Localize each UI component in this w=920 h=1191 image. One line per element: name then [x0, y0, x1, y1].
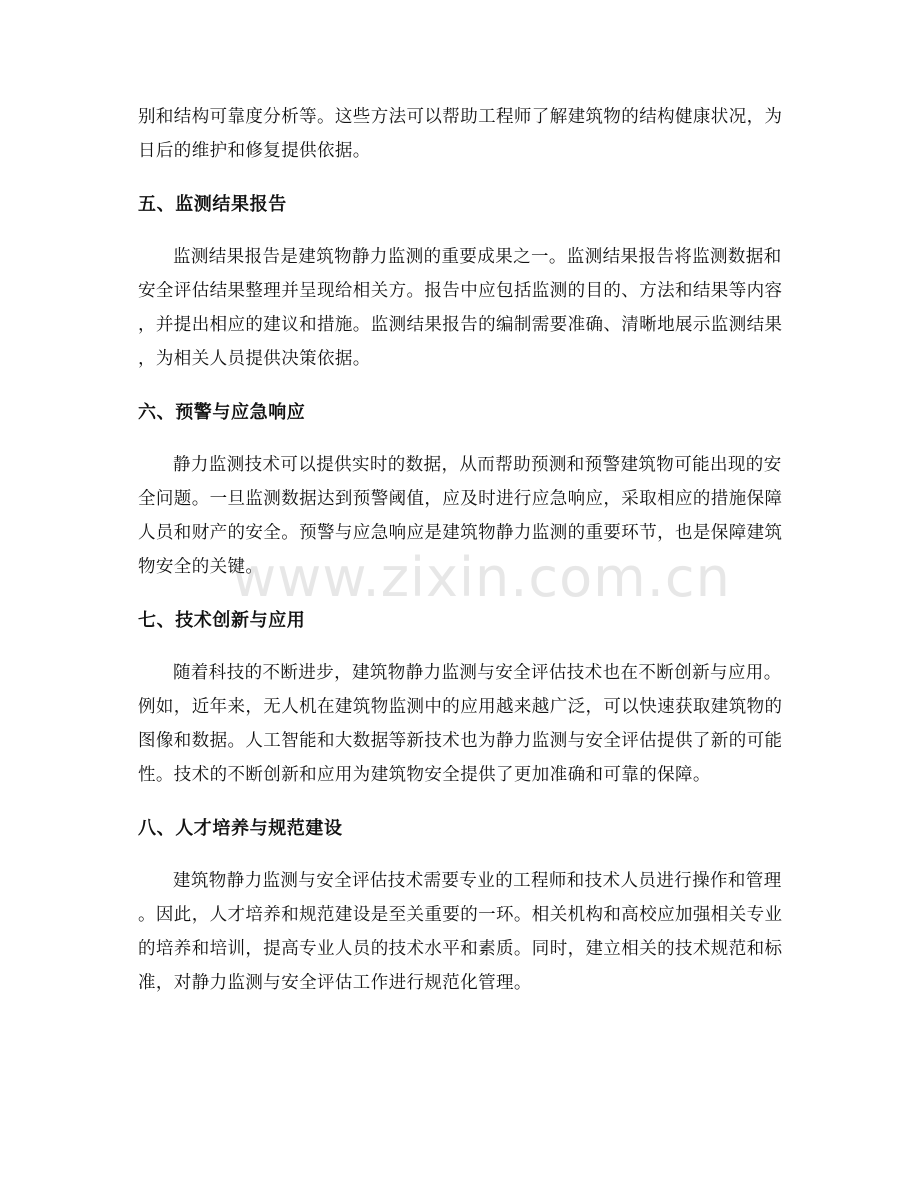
paragraph-line: ，为相关人员提供决策依据。 — [138, 349, 371, 369]
paragraph-line: 图像和数据。人工智能和大数据等新技术也为静力监测与安全评估提供了新的可能 — [138, 731, 783, 751]
paragraph-line: 性。技术的不断创新和应用为建筑物安全提供了更加准确和可靠的保障。 — [138, 765, 711, 785]
paragraph-line: 建筑物静力监测与安全评估技术需要专业的工程师和技术人员进行操作和管理 — [173, 871, 782, 891]
intro-paragraph — [138, 100, 800, 168]
watermark: www.zixin.com.cn — [232, 546, 731, 609]
paragraph-line: 监测结果报告是建筑物静力监测的重要成果之一。监测结果报告将监测数据和 — [173, 247, 782, 267]
paragraph-line: 随着科技的不断进步，建筑物静力监测与安全评估技术也在不断创新与应用。 — [173, 663, 782, 683]
paragraph-line: 别和结构可靠度分析等。这些方法可以帮助工程师了解建筑物的结构健康状况，为 — [138, 107, 783, 127]
section-heading-7: 七、技术创新与应用 — [138, 610, 306, 631]
paragraph-line: 静力监测技术可以提供实时的数据，从而帮助预测和预警建筑物可能出现的安 — [173, 455, 782, 475]
section-heading-5: 五、监测结果报告 — [138, 194, 287, 215]
paragraph-line: 准，对静力监测与安全评估工作进行规范化管理。 — [138, 973, 532, 993]
paragraph-line: 安全评估结果整理并呈现给相关方。报告中应包括监测的目的、方法和结果等内容 — [138, 281, 783, 301]
paragraph-line: ，并提出相应的建议和措施。监测结果报告的编制需要准确、清晰地展示监测结果 — [138, 315, 783, 335]
paragraph-line: 全问题。一旦监测数据达到预警阈值，应及时进行应急响应，采取相应的措施保障 — [138, 489, 783, 509]
paragraph-line: 人员和财产的安全。预警与应急响应是建筑物静力监测的重要环节，也是保障建筑 — [138, 523, 783, 543]
section-paragraph-6 — [138, 448, 800, 584]
paragraph-line: 的培养和培训，提高专业人员的技术水平和素质。同时，建立相关的技术规范和标 — [138, 939, 783, 959]
section-paragraph-5 — [138, 240, 800, 376]
paragraph-line: 物安全的关键。 — [138, 557, 264, 577]
paragraph-line: 。因此，人才培养和规范建设是至关重要的一环。相关机构和高校应加强相关专业 — [138, 905, 783, 925]
section-heading-8: 八、人才培养与规范建设 — [138, 818, 343, 839]
section-heading-6: 六、预警与应急响应 — [138, 402, 306, 423]
section-paragraph-7 — [138, 656, 800, 792]
paragraph-line: 例如，近年来，无人机在建筑物监测中的应用越来越广泛，可以快速获取建筑物的 — [138, 697, 783, 717]
paragraph-line: 日后的维护和修复提供依据。 — [138, 141, 371, 161]
section-paragraph-8 — [138, 864, 800, 1000]
